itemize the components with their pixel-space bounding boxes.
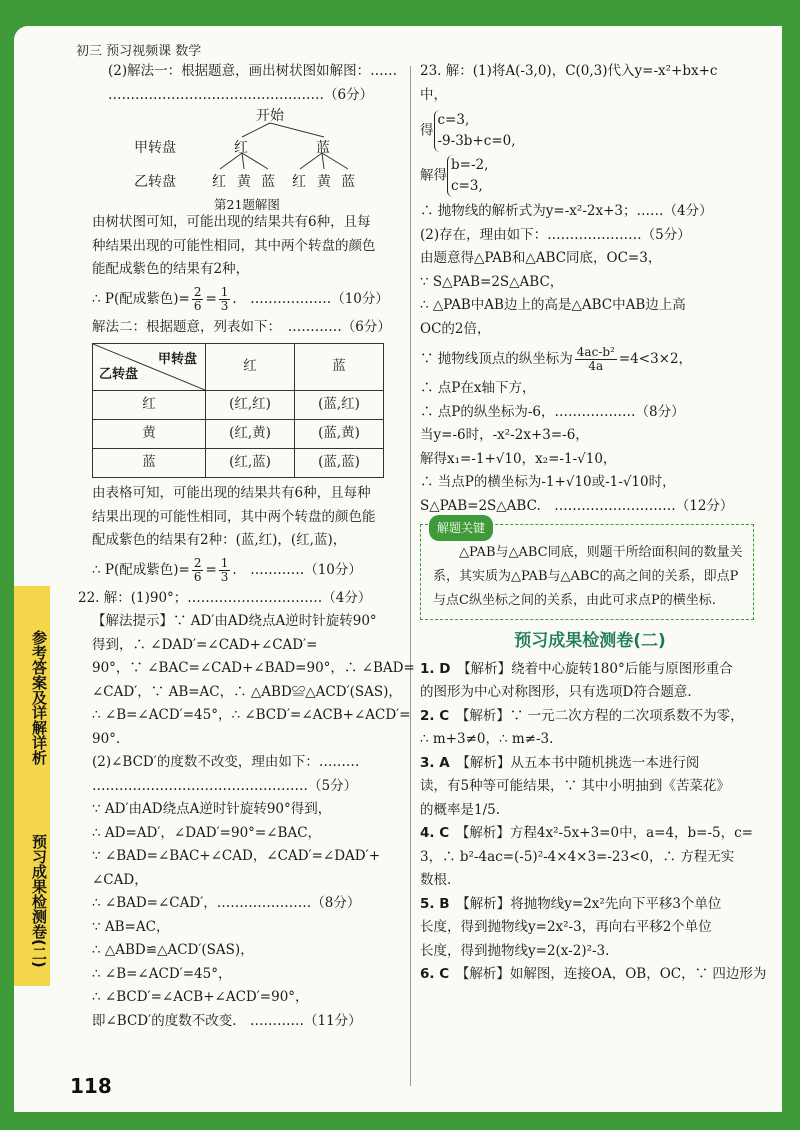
side-tab-title: 参考答案及详解详析 (30, 629, 48, 765)
tree-node: 黄 (237, 174, 251, 190)
text-line: ∴ 当点P的横坐标为-1+√10或-1-√10时， (420, 474, 676, 490)
text-line: ∴ 抛物线的解析式为y=-x²-2x+3；……（4分） (420, 203, 713, 219)
text-line: ∵ S△PAB=2S△ABC， (420, 273, 564, 290)
text-line: ∵ AB=AC， (92, 918, 170, 935)
answer-page (14, 26, 782, 1112)
text-line: ∠CAD， (92, 871, 148, 888)
question-23-head: 23. 解：(1)将A(-3,0)，C(0,3)代入y=-x²+bx+c (420, 63, 718, 79)
table-col-header: 蓝 (295, 344, 384, 391)
text-line: 中， (420, 86, 447, 103)
table-head-b: 乙转盘 (99, 366, 139, 382)
text-line: 由题意得△PAB和△ABC同底，OC=3， (420, 250, 662, 266)
text-line: ∠CAD′，∵ AB=AC，∴ △ABD≌△ACD′(SAS)， (92, 683, 402, 700)
answer-item: 1. D 【解析】绕着中心旋转180°后能与原图形重合 的图形为中心对称图形，只有选项D符合题意. (420, 660, 733, 700)
left-column (78, 60, 415, 1033)
answer-item: 4. C 【解析】方程4x²-5x+3=0中，a=4，b=-5，c= 3，∴ b²-4ac=(-5)²-4×4×3=-23<0，∴ 方程无实 数根. (420, 825, 753, 888)
answer-item: 3. A 【解析】从五本书中随机挑选一本进行阅 读，有5种等可能结果，∵ 其中小明抽到《苦菜花》 的概率是1/5. (420, 754, 730, 818)
text-line: 【解法提示】∵ AD′由AD绕点A逆时针旋转90° (92, 613, 377, 629)
text-line: ∴ ∠BAD=∠CAD′，…………………（8分） (92, 895, 361, 911)
text-line: 得到，∴ ∠DAD′=∠CAD+∠CAD′= (92, 636, 318, 653)
key-point-text: △PAB与△ABC同底，则题干所给面积间的数量关系，其实质为△PAB与△ABC的高之间的关系，即点P与点C纵坐标之间的关系，由此可求点P的横坐标. (433, 545, 743, 608)
text-line: 解得x₁=-1+√10，x₂=-1-√10， (420, 450, 617, 467)
text-line: …………………………………………（6分） (108, 86, 374, 103)
text-line: ∴ 点P在x轴下方， (420, 380, 536, 396)
tree-node: 蓝 (316, 140, 330, 156)
text-line: ∴ ∠BCD′=∠ACB+∠ACD′=90°， (92, 989, 309, 1005)
text-line: OC的2倍， (420, 320, 491, 337)
text-line: ∵ AD′由AD绕点A逆时针旋转90°得到， (92, 801, 332, 817)
answer-item: 5. B 【解析】将抛物线y=2x²先向下平移3个单位 长度，得到抛物线y=2x²-3，再向右平移2个单位 长度，得到抛物线y=2(x-2)²-3. (420, 895, 722, 959)
tree-node: 红 (292, 174, 306, 190)
page-number: 118 (70, 1074, 112, 1098)
text-line: S△PAB=2S△ABC. ………………………（12分） (420, 497, 734, 514)
text-line: 结果出现的可能性相同，其中两个转盘的颜色能 (92, 508, 376, 525)
tree-level1-label: 甲转盘 (134, 140, 176, 156)
tree-node: 蓝 (341, 174, 355, 190)
text-line: 当y=-6时，-x²-2x+3=-6， (420, 427, 589, 443)
tree-node: 蓝 (261, 174, 275, 190)
tree-diagram (92, 107, 400, 211)
key-point-tag: 解题关键 (429, 515, 493, 541)
text-line: ∴ AD=AD′，∠DAD′=90°=∠BAC， (92, 824, 322, 841)
table-row: 红 (红,红) (蓝,红) (93, 391, 384, 420)
text-line: ∵ ∠BAD=∠BAC+∠CAD，∠CAD′=∠DAD′+ (92, 848, 381, 864)
equation-solution: 解得b=-2, c=3, (420, 155, 760, 197)
text-line: 配成紫色的结果有2种：(蓝,红)，(红,蓝)， (92, 532, 347, 548)
answer-item: 2. C 【解析】∵ 一元二次方程的二次项系数不为零， ∴ m+3≠0，∴ m≠-3. (420, 707, 744, 747)
answer-item: 6. C 【解析】如解图，连接OA，OB，OC，∵ 四边形为 (420, 966, 767, 982)
table-head-a: 甲转盘 (157, 352, 197, 367)
text-line: (2)解法一：根据题意，画出树状图如解图：…… (108, 63, 398, 79)
text-line: 90°，∵ ∠BAC=∠CAD+∠BAD=90°，∴ ∠BAD= (92, 660, 415, 676)
column-divider (410, 66, 411, 1086)
table-col-header: 红 (206, 344, 295, 391)
text-line: ∴ △ABD≌△ACD′(SAS)， (92, 942, 254, 958)
tree-node: 红 (234, 140, 248, 156)
text-line: …………………………………………（5分） (92, 777, 358, 794)
text-line: (2)∠BCD′的度数不改变，理由如下：……… (92, 754, 360, 770)
table-row: 蓝 (红,蓝) (蓝,蓝) (93, 449, 384, 478)
tree-node: 红 (212, 174, 226, 190)
outcome-table (92, 343, 384, 478)
side-tab (14, 586, 50, 986)
text-line: ∴ ∠B=∠ACD′=45°，∴ ∠BCD′=∠ACB+∠ACD′= (92, 707, 411, 723)
text-line: ∴ △PAB中AB边上的高是△ABC中AB边上高 (420, 297, 686, 313)
text-line: 由树状图可知，可能出现的结果共有6种，且每 (92, 214, 371, 230)
tree-node: 黄 (317, 174, 331, 190)
text-line: ∴ 点P的纵坐标为-6，………………（8分） (420, 403, 685, 420)
text-line: 90°. (92, 730, 121, 747)
text-line: 能配成紫色的结果有2种， (92, 261, 250, 277)
side-tab-subtitle: 预习成果检测卷(二) (30, 834, 48, 968)
probability-line: ∴ P(配成紫色)= $\frac{2}{6}$ = $\frac{1}{3}$ . ………………（10分） (92, 284, 389, 313)
probability-line: ∴ P(配成紫色)= $\frac{2}{6}$ = $\frac{1}{3}$ . …………（10分） (92, 555, 362, 584)
key-point-box (420, 521, 754, 620)
page-header: 初三 预习视频课 数学 (76, 44, 202, 59)
figure-caption: 第21题解图 (214, 197, 280, 212)
text-line: 种结果出现的可能性相同，其中两个转盘的颜色 (92, 237, 376, 254)
tree-start: 开始 (256, 108, 284, 124)
text-line: (2)存在，理由如下：…………………（5分） (420, 226, 691, 243)
text-line: 解法二：根据题意，列表如下： …………（6分） (92, 318, 391, 335)
text-line: 即∠BCD′的度数不改变. …………（11分） (92, 1012, 362, 1029)
text-line: 由表格可知，可能出现的结果共有6种，且每种 (92, 485, 371, 501)
tree-level2-label: 乙转盘 (134, 174, 176, 190)
right-column (420, 60, 767, 987)
text-line: ∴ ∠B=∠ACD′=45°， (92, 965, 232, 982)
question-22-head: 22. 解：(1)90°；…………………………（4分） (78, 589, 372, 606)
vertex-line: ∵ 抛物线顶点的纵坐标为 $\frac{\text{4ac-b²}}{4a}$ =4<3×2， (420, 345, 693, 373)
table-row: 黄 (红,黄) (蓝,黄) (93, 420, 384, 449)
equation-system: 得c=3, -9-3b+c=0, (420, 110, 760, 152)
section-title: 预习成果检测卷(二) (514, 631, 666, 651)
